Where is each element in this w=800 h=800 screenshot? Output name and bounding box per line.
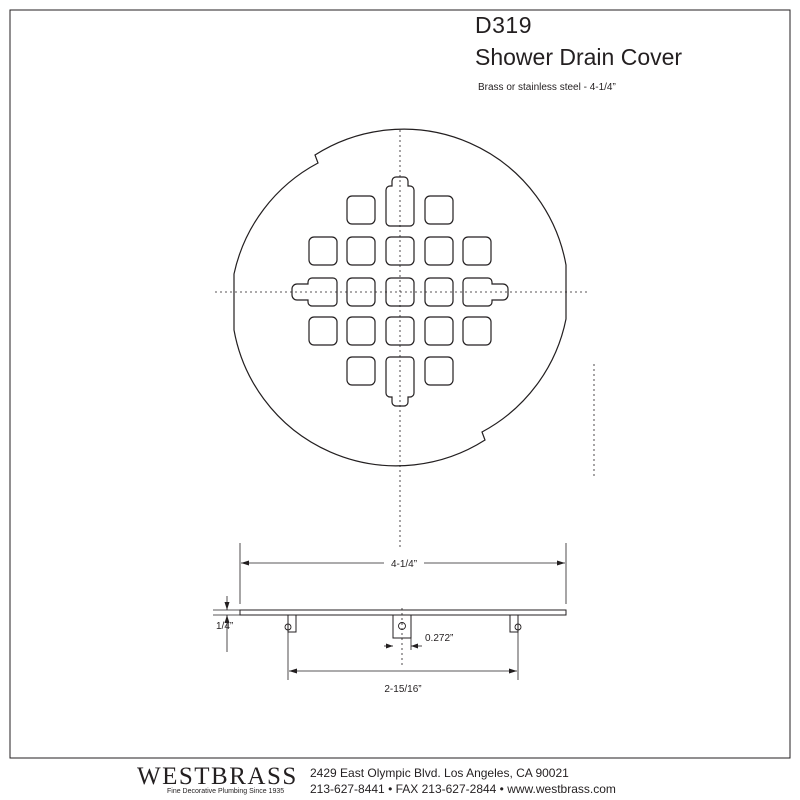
arrowhead	[557, 561, 565, 566]
drain-hole	[425, 237, 453, 265]
thickness-label: 1/4”	[216, 621, 234, 632]
product-subtitle: Brass or stainless steel - 4-1/4”	[478, 82, 616, 93]
cover-plate-profile	[240, 610, 566, 615]
top-view	[215, 129, 594, 548]
model-number: D319	[475, 12, 532, 38]
arrowhead	[225, 602, 230, 610]
page-border	[10, 10, 790, 758]
side-view	[213, 543, 566, 680]
company-contact: 213-627-8441 • FAX 213-627-2844 • www.westbrass.com	[310, 782, 616, 796]
tab-width-label: 0.272”	[425, 633, 454, 644]
arrowhead	[509, 669, 517, 674]
drain-hole	[309, 317, 337, 345]
product-title: Shower Drain Cover	[475, 44, 683, 70]
arrowhead	[386, 644, 393, 649]
company-address: 2429 East Olympic Blvd. Los Angeles, CA 90021	[310, 766, 569, 780]
drain-hole	[463, 237, 491, 265]
tab-spacing-label: 2-15/16”	[384, 684, 422, 695]
drain-hole	[463, 317, 491, 345]
drain-hole	[347, 317, 375, 345]
drain-hole	[347, 237, 375, 265]
drain-hole	[425, 196, 453, 224]
drain-hole	[347, 357, 375, 385]
arrowhead	[289, 669, 297, 674]
drain-hole	[425, 278, 453, 306]
drain-hole	[425, 317, 453, 345]
arrowhead	[411, 644, 418, 649]
drain-hole	[309, 237, 337, 265]
brand-tagline: Fine Decorative Plumbing Since 1935	[167, 788, 285, 795]
brand-logo: WESTBRASS	[137, 763, 298, 790]
drain-hole	[347, 196, 375, 224]
arrowhead	[241, 561, 249, 566]
overall-width-label: 4-1/4”	[390, 559, 418, 570]
drain-hole	[425, 357, 453, 385]
